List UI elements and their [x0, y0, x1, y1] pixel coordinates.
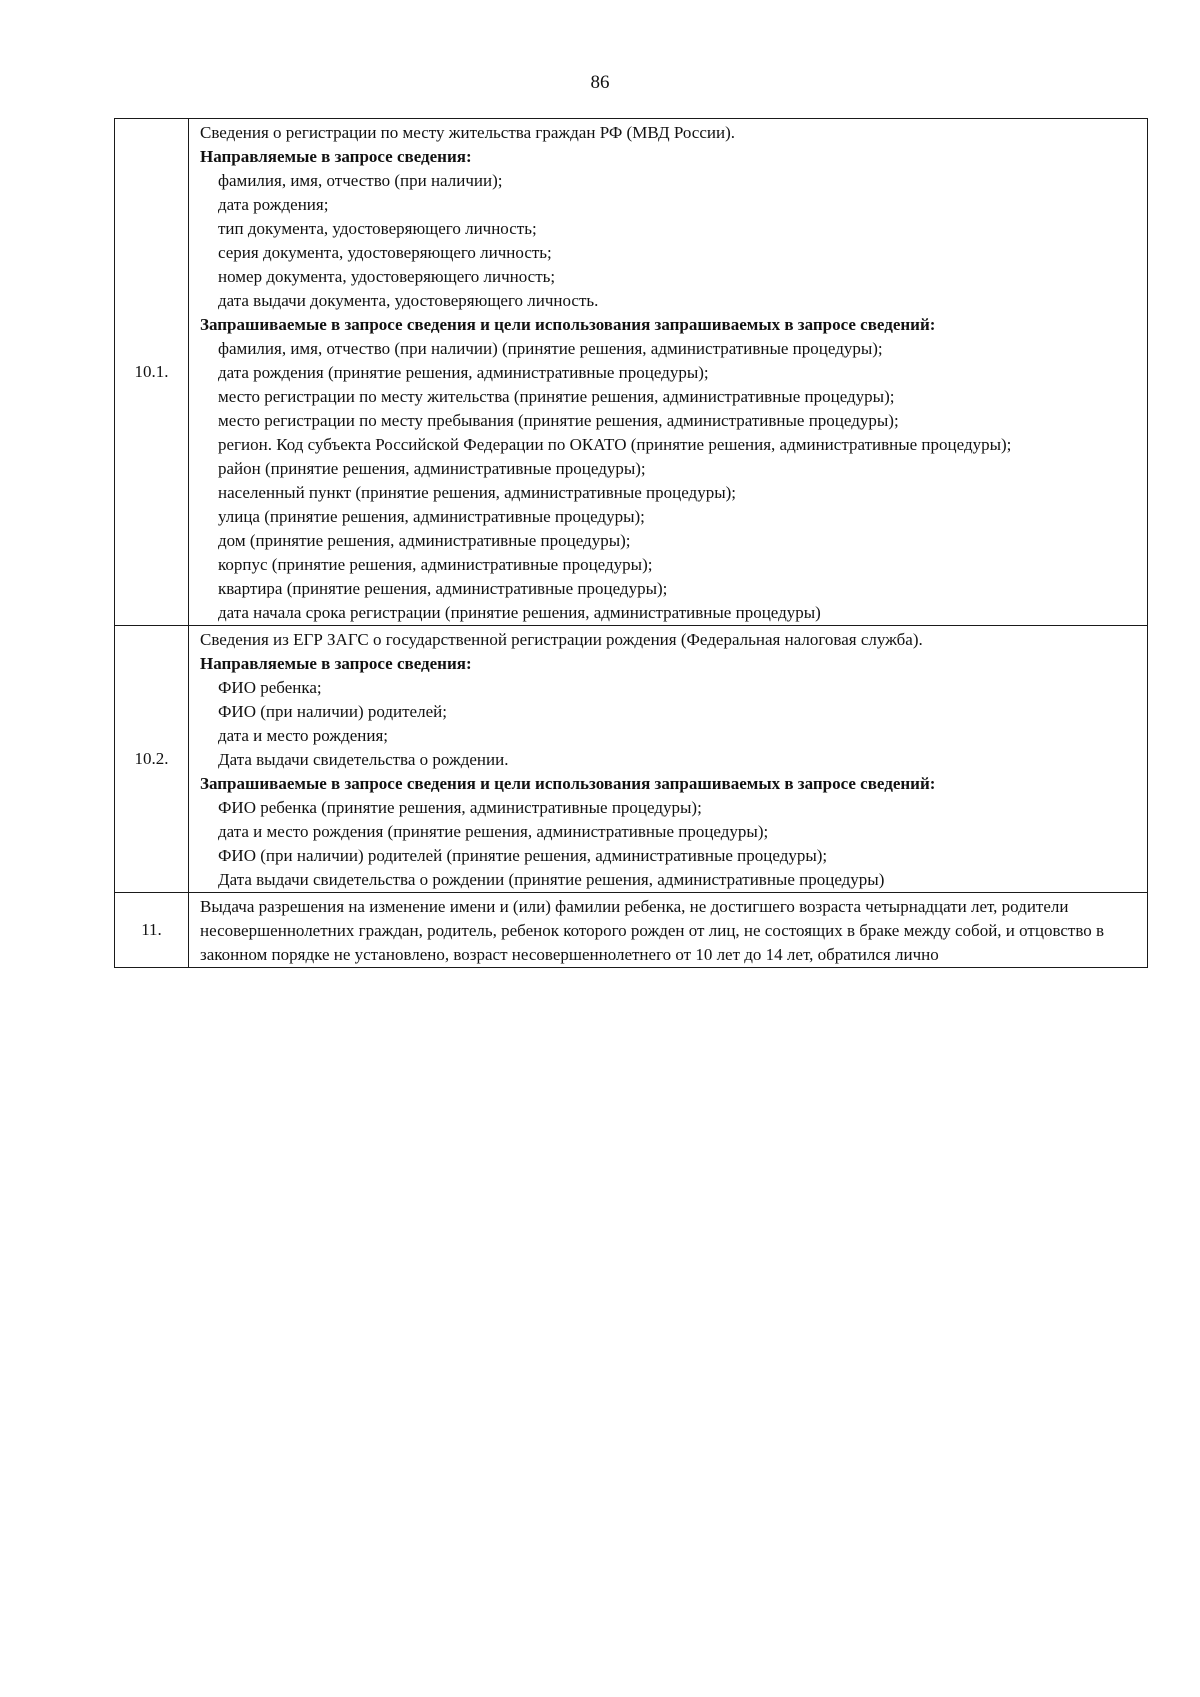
row-content	[189, 119, 1148, 626]
list-item: дом (принятие решения, административные процедуры);	[218, 531, 631, 550]
section-heading-requested: Запрашиваемые в запросе сведения и цели использования запрашиваемых в запросе сведений:	[200, 774, 936, 793]
list-item: дата и место рождения;	[218, 726, 389, 745]
service-title: Сведения о регистрации по месту жительства граждан РФ (МВД России).	[200, 123, 736, 142]
list-item: дата и место рождения (принятие решения, административные процедуры);	[218, 822, 769, 841]
list-item: район (принятие решения, административные процедуры);	[218, 459, 646, 478]
row-number: 10.2.	[115, 626, 189, 893]
list-item: ФИО (при наличии) родителей;	[218, 702, 447, 721]
list-item: фамилия, имя, отчество (при наличии);	[218, 171, 503, 190]
list-item: Дата выдачи свидетельства о рождении.	[218, 750, 509, 769]
list-item: дата рождения (принятие решения, административные процедуры);	[218, 363, 709, 382]
service-title: Сведения из ЕГР ЗАГС о государственной регистрации рождения (Федеральная налоговая служба).	[200, 630, 923, 649]
list-item: улица (принятие решения, административные процедуры);	[218, 507, 645, 526]
table-row	[115, 893, 1148, 968]
row-number: 10.1.	[115, 119, 189, 626]
table-row	[115, 119, 1148, 626]
list-item: серия документа, удостоверяющего личность;	[218, 243, 552, 262]
list-item: населенный пункт (принятие решения, административные процедуры);	[218, 483, 737, 502]
section-heading-sent: Направляемые в запросе сведения:	[200, 654, 472, 673]
list-item: Дата выдачи свидетельства о рождении (принятие решения, административные процедуры)	[218, 870, 885, 889]
row-content	[189, 626, 1148, 893]
list-item: регион. Код субъекта Российской Федерации по ОКАТО (принятие решения, административные процедуры);	[218, 435, 1012, 454]
row-number: 11.	[115, 893, 189, 968]
list-item: дата начала срока регистрации (принятие решения, административные процедуры)	[218, 603, 821, 622]
list-item: ФИО ребенка (принятие решения, административные процедуры);	[218, 798, 702, 817]
list-item: ФИО ребенка;	[218, 678, 322, 697]
page-number: 86	[590, 72, 610, 93]
table-row	[115, 626, 1148, 893]
list-item: ФИО (при наличии) родителей (принятие решения, административные процедуры);	[218, 846, 828, 865]
list-item: номер документа, удостоверяющего личность;	[218, 267, 556, 286]
list-item: квартира (принятие решения, административные процедуры);	[218, 579, 668, 598]
list-item: тип документа, удостоверяющего личность;	[218, 219, 537, 238]
section-heading-sent: Направляемые в запросе сведения:	[200, 147, 472, 166]
list-item: фамилия, имя, отчество (при наличии) (принятие решения, административные процедуры);	[218, 339, 883, 358]
list-item: место регистрации по месту пребывания (принятие решения, административные процедуры);	[218, 411, 899, 430]
service-description: Выдача разрешения на изменение имени и (или) фамилии ребенка, не достигшего возраста четырнадцати лет, родители несовершеннолетних граждан, родитель, ребенок которого рожден от лиц, не состоящих в браке между собой, и отцовство в законном порядке не установлено, возраст несовершеннолетнего от 10 лет до 14 лет, обратился лично	[200, 897, 1105, 964]
list-item: место регистрации по месту жительства (принятие решения, административные процедуры);	[218, 387, 895, 406]
row-content	[189, 893, 1148, 968]
list-item: корпус (принятие решения, административные процедуры);	[218, 555, 653, 574]
section-heading-requested: Запрашиваемые в запросе сведения и цели использования запрашиваемых в запросе сведений:	[200, 315, 936, 334]
services-table	[114, 118, 1148, 968]
list-item: дата рождения;	[218, 195, 329, 214]
list-item: дата выдачи документа, удостоверяющего личность.	[218, 291, 599, 310]
